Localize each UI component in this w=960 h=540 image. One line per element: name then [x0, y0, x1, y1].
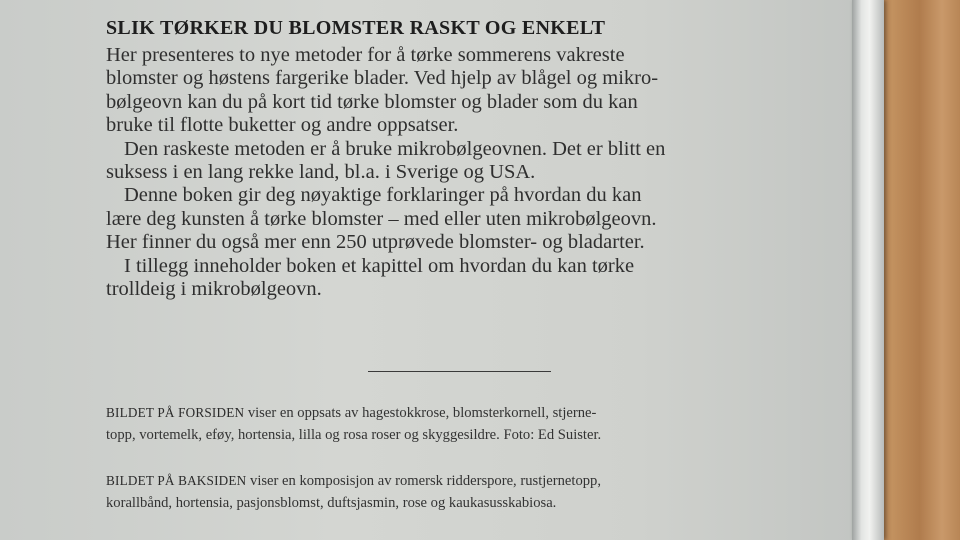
paragraph-extra [106, 255, 821, 302]
cover-edge [852, 0, 884, 540]
text-line: blomster og høstens fargerike blader. Ved hjelp av blågel og mikro- [106, 67, 659, 90]
caption-line [106, 470, 826, 492]
paragraph-book [106, 184, 821, 254]
text-line: Her presenteres to nye metoder for å tørke sommerens vakreste [106, 44, 625, 66]
caption-line: korallbånd, hortensia, pasjonsblomst, duftsjasmin, rose og kaukasusskabiosa. [106, 495, 557, 511]
text-line: suksess i en lang rekke land, bl.a. i Sverige og USA. [106, 161, 536, 184]
caption-lead: BILDET PÅ FORSIDEN [106, 405, 245, 420]
paragraph-method [106, 138, 821, 185]
blurb-body [106, 44, 821, 301]
divider-rule [368, 371, 551, 372]
paragraph-intro [106, 44, 821, 138]
caption-back-cover [106, 470, 826, 514]
caption-front-cover [106, 402, 826, 446]
blurb-title: SLIK TØRKER DU BLOMSTER RASKT OG ENKELT [106, 17, 606, 39]
text-line: bruke til flotte buketter og andre oppsatser. [106, 114, 459, 137]
text-line: Denne boken gir deg nøyaktige forklaringer på hvordan du kan [124, 184, 642, 207]
text-line: lære deg kunsten å tørke blomster – med eller uten mikrobølgeovn. [106, 207, 657, 230]
caption-line [106, 402, 826, 424]
text-line: bølgeovn kan du på kort tid tørke blomster og blader som du kan [106, 90, 638, 113]
caption-text: viser en oppsats av hagestokkrose, blomsterkornell, stjerne- [244, 405, 597, 421]
text-line: trolldeig i mikrobølgeovn. [106, 278, 322, 301]
caption-text: viser en komposisjon av romersk ridderspore, rustjernetopp, [246, 473, 602, 489]
blurb [106, 14, 821, 301]
caption-line: topp, vortemelk, eføy, hortensia, lilla og rosa roser og skyggesildre. Foto: Ed Suister. [106, 427, 602, 443]
caption-lead: BILDET PÅ BAKSIDEN [106, 473, 247, 488]
text-line: Her finner du også mer enn 250 utprøvede blomster- og bladarter. [106, 231, 645, 254]
text-line: Den raskeste metoden er å bruke mikrobølgeovnen. Det er blitt en [124, 137, 666, 160]
text-line: I tillegg inneholder boken et kapittel om hvordan du kan tørke [124, 254, 635, 277]
